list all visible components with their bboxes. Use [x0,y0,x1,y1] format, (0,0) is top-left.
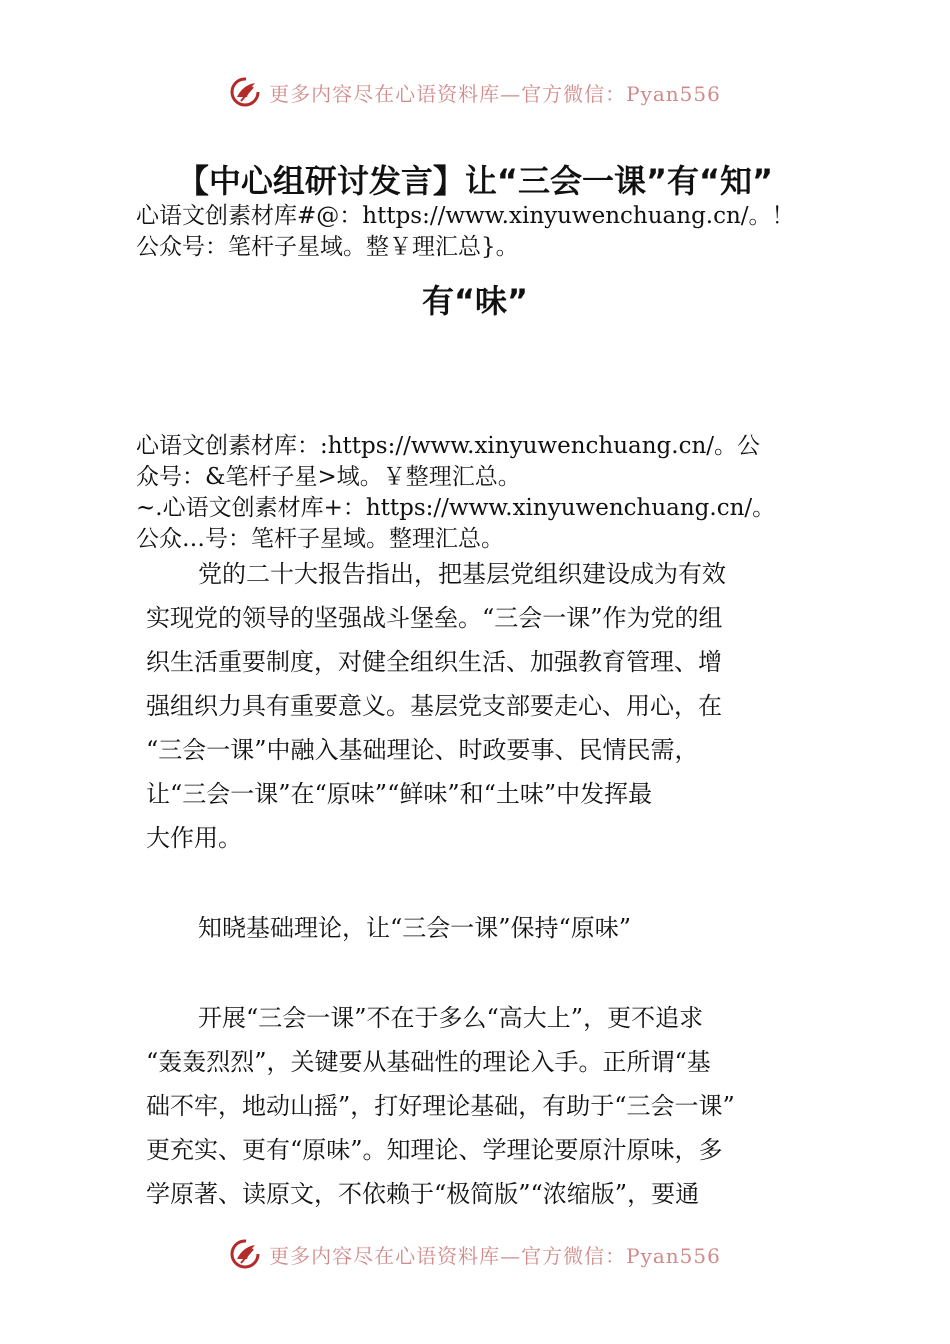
paragraph-line: 实现党的领导的坚强战斗堡垒。“三会一课”作为党的组 [146,604,723,632]
paragraph-line: 更充实、更有“原味”。知理论、学理论要原汁原味，多 [146,1136,723,1164]
body-paragraph [146,996,826,1216]
paragraph-line: 强组织力具有重要意义。基层党支部要走心、用心，在 [146,692,722,720]
footer-banner [0,1234,950,1274]
body-paragraph [146,552,826,860]
paragraph-line: 织生活重要制度，对健全组织生活、加强教育管理、增 [146,648,722,676]
paragraph-line: 让“三会一课”在“原味”“鲜味”和“土味”中发挥最 [146,780,653,808]
watermark-line: 公众号：笔杆子星域。整￥理汇总}。 [136,234,519,260]
section-heading [146,906,826,950]
paragraph-line: 党的二十大报告指出，把基层党组织建设成为有效 [198,560,726,588]
banner-text: 更多内容尽在心语资料库—官方微信：Pyan556 [269,1243,721,1268]
brand-logo-icon [229,1237,263,1271]
page-title: 【中心组研讨发言】让“三会一课”有“知” [176,162,774,200]
section-heading-text: 知晓基础理论，让“三会一课”保持“原味” [198,914,632,942]
paragraph-line: 学原著、读原文，不依赖于“极简版”“浓缩版”，要通 [146,1180,700,1208]
brand-logo-icon [229,75,263,109]
watermark-line: 心语文创素材库：:https://www.xinyuwenchuang.cn/。公 [136,433,761,459]
paragraph-line: “三会一课”中融入基础理论、时政要事、民情民需， [146,736,699,764]
paragraph-line: “轰轰烈烈”，关键要从基础性的理论入手。正所谓“基 [146,1048,711,1076]
watermark-line: ~.心语文创素材库+：https://www.xinyuwenchuang.cn/。 [136,495,776,521]
page-title-continued: 有“味” [421,282,529,320]
paragraph-line: 础不牢，地动山摇”，打好理论基础，有助于“三会一课” [146,1092,735,1120]
watermark-line: 公众…号：笔杆子星域。整理汇总。 [136,526,504,552]
banner-text: 更多内容尽在心语资料库—官方微信：Pyan556 [269,81,721,106]
paragraph-line: 大作用。 [146,824,242,852]
paragraph-line: 开展“三会一课”不在于多么“高大上”，更不追求 [198,1004,704,1032]
watermark-line: 心语文创素材库#@：https://www.xinyuwenchuang.cn/。！ [136,203,795,229]
watermark-line: 众号：&笔杆子星>域。￥整理汇总。 [136,464,521,490]
header-banner [0,72,950,112]
